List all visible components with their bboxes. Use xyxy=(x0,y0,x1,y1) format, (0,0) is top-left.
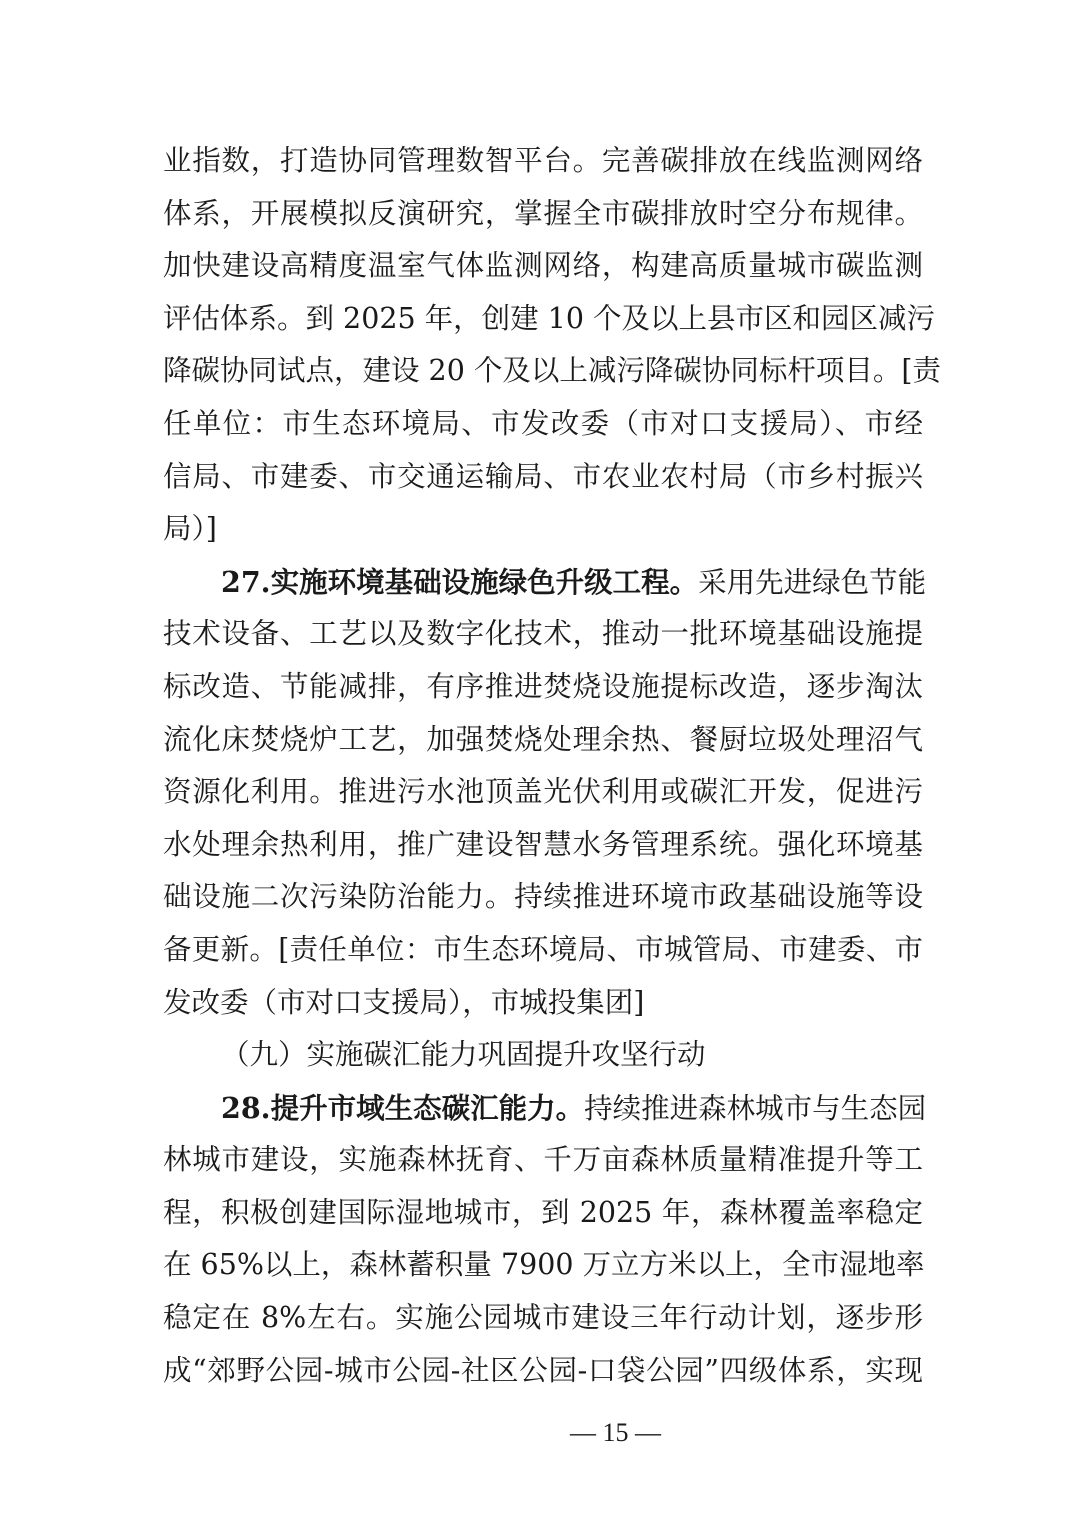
item-28-first-line xyxy=(163,1082,927,1135)
text-line: 任单位：市生态环境局、市发改委（市对口支援局）、市经 xyxy=(163,406,923,440)
text-line: 备更新。[责任单位：市生态环境局、市城管局、市建委、市 xyxy=(163,932,923,966)
item-28-heading: 28.提升市域生态碳汇能力。 xyxy=(221,1090,585,1125)
text-line: 标改造、节能减排，有序推进焚烧设施提标改造，逐步淘汰 xyxy=(163,669,923,703)
item-27-first-text: 采用先进绿色节能 xyxy=(698,565,927,599)
text-line: 加快建设高精度温室气体监测网络，构建高质量城市碳监测 xyxy=(163,249,923,283)
text-line: 信局、市建委、市交通运输局、市农业农村局（市乡村振兴 xyxy=(163,459,923,493)
text-line: 体系，开展模拟反演研究，掌握全市碳排放时空分布规律。 xyxy=(163,196,923,230)
text-line: 资源化利用。推进污水池顶盖光伏利用或碳汇开发，促进污 xyxy=(163,775,923,809)
text-line: 林城市建设，实施森林抚育、千万亩森林质量精准提升等工 xyxy=(163,1143,923,1177)
text-line: 流化床焚烧炉工艺，加强焚烧处理余热、餐厨垃圾处理沼气 xyxy=(163,722,923,756)
text-line: 在 65%以上，森林蓄积量 7900 万立方米以上，全市湿地率 xyxy=(163,1248,925,1282)
item-27-first-line xyxy=(163,556,927,609)
text-line: 稳定在 8%左右。实施公园城市建设三年行动计划，逐步形 xyxy=(163,1301,923,1335)
text-line: 局）] xyxy=(163,512,217,546)
section-heading: （九）实施碳汇能力巩固提升攻坚行动 xyxy=(221,1038,706,1072)
text-line: 评估体系。到 2025 年，创建 10 个及以上县市区和园区减污 xyxy=(163,301,936,335)
text-line: 程，积极创建国际湿地城市，到 2025 年，森林覆盖率稳定 xyxy=(163,1195,923,1229)
body-text xyxy=(163,135,942,1397)
page-number: — 15 — xyxy=(570,1418,661,1447)
text-line: 成“郊野公园-城市公园-社区公园-口袋公园”四级体系，实现 xyxy=(163,1353,923,1387)
text-line: 降碳协同试点，建设 20 个及以上减污降碳协同标杆项目。[责 xyxy=(163,354,942,388)
text-line: 水处理余热利用，推广建设智慧水务管理系统。强化环境基 xyxy=(163,827,923,861)
text-line: 技术设备、工艺以及数字化技术，推动一批环境基础设施提 xyxy=(163,617,923,651)
text-line: 础设施二次污染防治能力。持续推进环境市政基础设施等设 xyxy=(163,880,923,914)
text-line: 发改委（市对口支援局），市城投集团] xyxy=(163,985,645,1019)
item-28-first-text: 持续推进森林城市与生态园 xyxy=(584,1091,927,1125)
text-line: 业指数，打造协同管理数智平台。完善碳排放在线监测网络 xyxy=(163,144,923,177)
item-27-heading: 27.实施环境基础设施绿色升级工程。 xyxy=(221,564,699,599)
